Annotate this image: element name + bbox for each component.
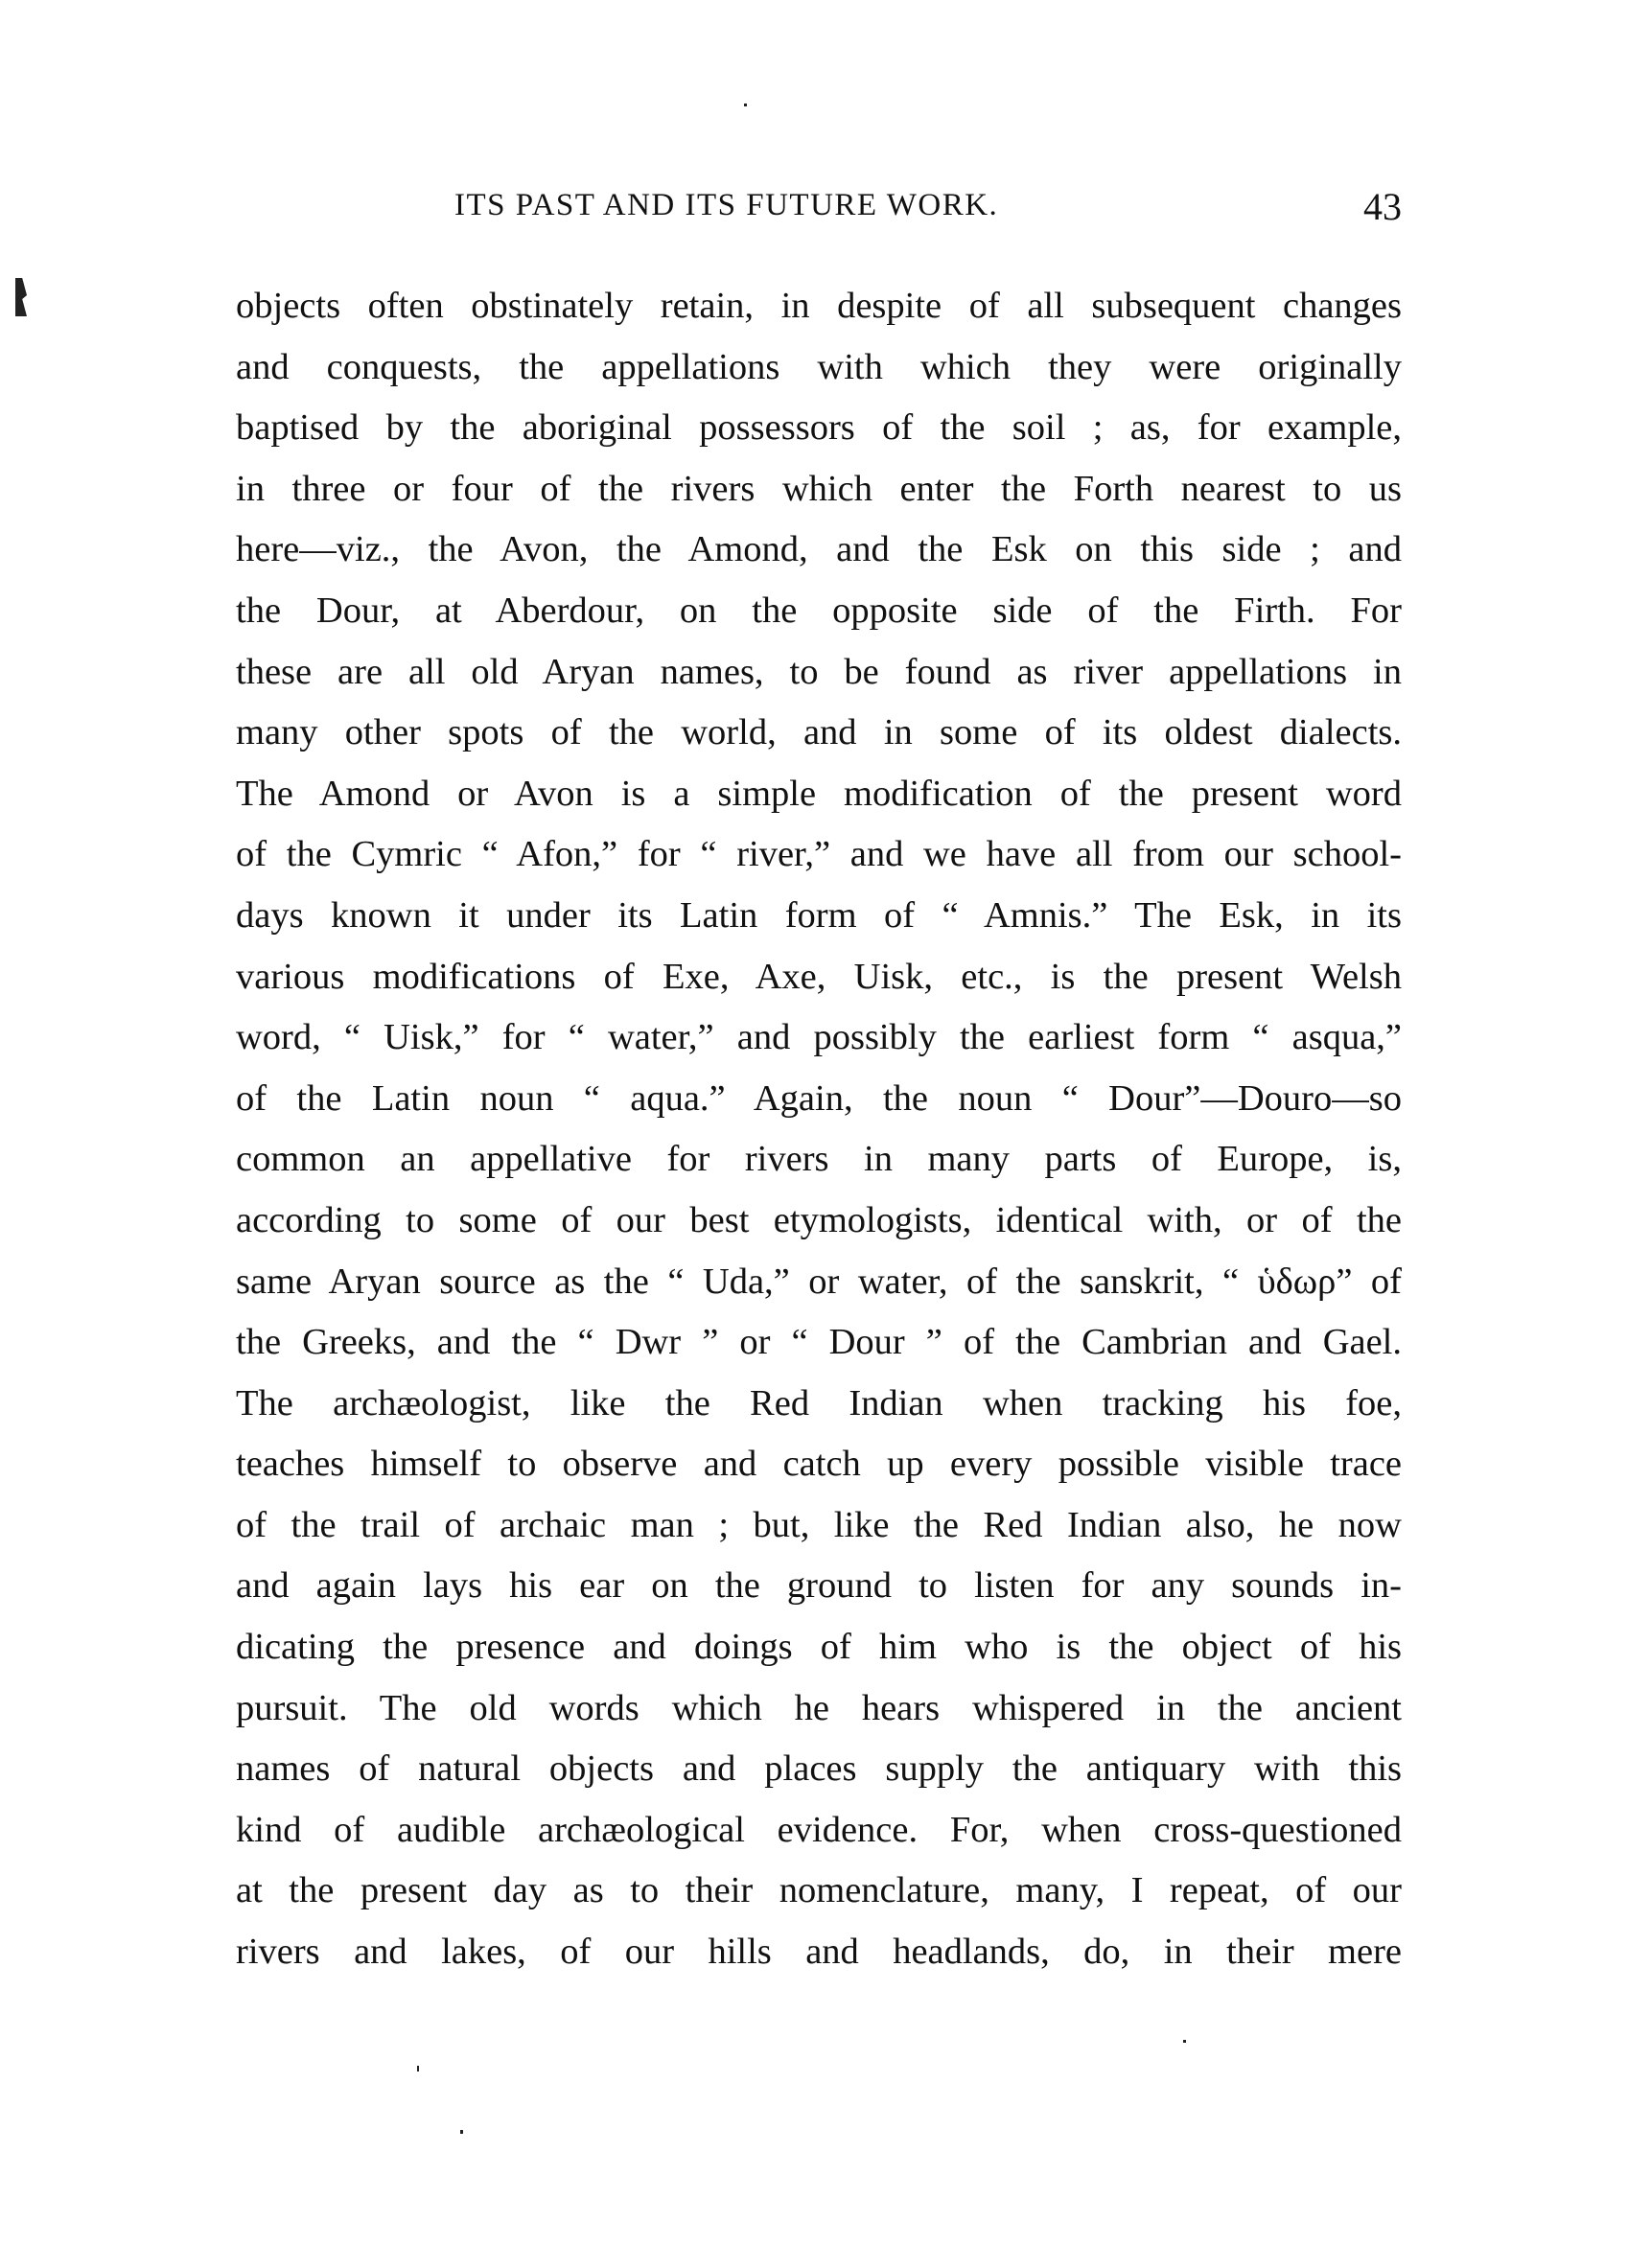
text-line: these are all old Aryan names, to be found as river appellations in xyxy=(236,651,1402,692)
text-line: according to some of our best etymologists, identical with, or of the xyxy=(236,1199,1402,1240)
text-line: many other spots of the world, and in some of its oldest dialects. xyxy=(236,712,1402,753)
text-line: objects often obstinately retain, in despite of all subsequent changes xyxy=(236,286,1402,326)
text-line: pursuit. The old words which he hears whispered in the ancient xyxy=(236,1687,1402,1728)
text-line: of the Cymric “ Afon,” for “ river,” and we have all from our school- xyxy=(236,834,1402,875)
text-line: at the present day as to their nomenclature, many, I repeat, of our xyxy=(236,1870,1402,1911)
text-line: the Greeks, and the “ Dwr ” or “ Dour ” of the Cambrian and Gael. xyxy=(236,1322,1402,1363)
margin-scan-mark xyxy=(15,278,27,316)
scan-speck xyxy=(1183,2040,1186,2043)
page-header xyxy=(236,185,1402,236)
text-line: and again lays his ear on the ground to listen for any sounds in- xyxy=(236,1565,1402,1607)
text-line: common an appellative for rivers in many parts of Europe, is, xyxy=(236,1139,1402,1180)
text-line: same Aryan source as the “ Uda,” or water, of the sanskrit, “ ὑδωρ” of xyxy=(236,1261,1402,1302)
text-line: rivers and lakes, of our hills and headlands, do, in their mere xyxy=(236,1932,1402,1973)
scan-speck xyxy=(417,2066,419,2071)
text-line: the Dour, at Aberdour, on the opposite side of the Firth. For xyxy=(236,590,1402,631)
text-line: here—viz., the Avon, the Amond, and the Esk on this side ; and xyxy=(236,529,1402,570)
scan-speck xyxy=(744,104,747,106)
text-line: and conquests, the appellations with which they were originally xyxy=(236,346,1402,387)
text-line: various modifications of Exe, Axe, Uisk, etc., is the present Welsh xyxy=(236,956,1402,997)
page-number: 43 xyxy=(1363,185,1402,228)
running-title: ITS PAST AND ITS FUTURE WORK. xyxy=(454,188,999,222)
text-line: The Amond or Avon is a simple modification of the present word xyxy=(236,773,1402,814)
text-line: in three or four of the rivers which enter the Forth nearest to us xyxy=(236,468,1402,509)
text-line: of the Latin noun “ aqua.” Again, the noun “ Dour”—Douro—so xyxy=(236,1077,1402,1119)
text-line: word, “ Uisk,” for “ water,” and possibly the earliest form “ asqua,” xyxy=(236,1017,1402,1058)
scan-speck xyxy=(460,2130,463,2134)
text-line: names of natural objects and places supply the antiquary with this xyxy=(236,1748,1402,1790)
text-line: kind of audible archæological evidence. For, when cross-questioned xyxy=(236,1809,1402,1850)
text-line: The archæologist, like the Red Indian when tracking his foe, xyxy=(236,1382,1402,1423)
text-line: days known it under its Latin form of “ Amnis.” The Esk, in its xyxy=(236,894,1402,936)
text-line: dicating the presence and doings of him who is the object of his xyxy=(236,1627,1402,1668)
body-text xyxy=(236,276,1402,1983)
text-line: teaches himself to observe and catch up every possible visible trace xyxy=(236,1444,1402,1485)
text-line: of the trail of archaic man ; but, like the Red Indian also, he now xyxy=(236,1504,1402,1545)
text-line: baptised by the aboriginal possessors of the soil ; as, for example, xyxy=(236,407,1402,449)
